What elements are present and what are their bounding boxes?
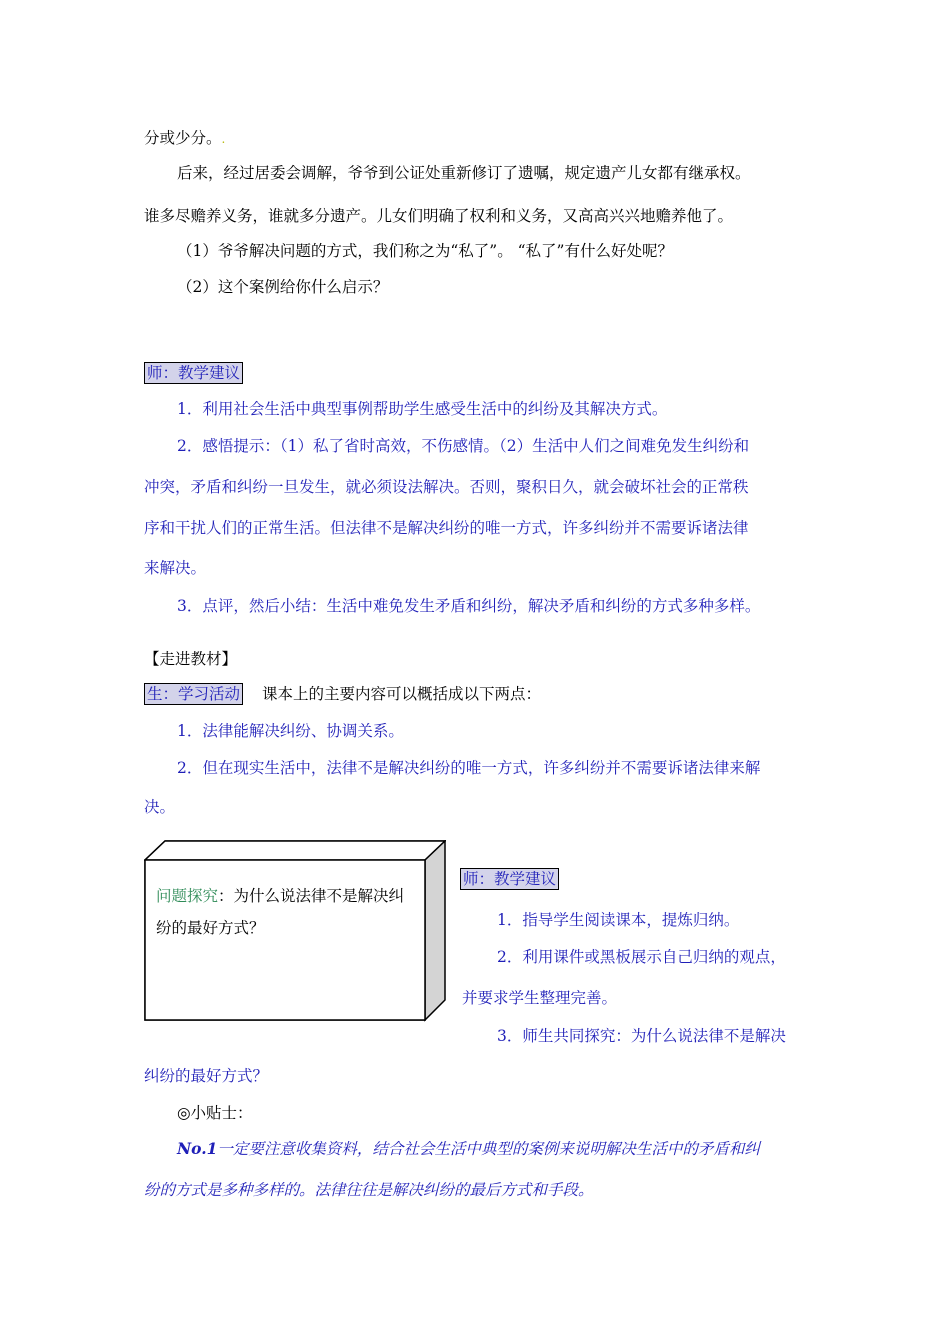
suggestion-line: 来解决。 <box>144 559 207 577</box>
section-heading: 【走进教材】 <box>144 650 238 668</box>
suggestion-line: 纠纷的最好方式？ <box>144 1067 269 1085</box>
suggestion-line: 2．利用课件或黑板展示自己归纳的观点， <box>497 948 786 966</box>
tips-line <box>177 1139 760 1159</box>
ink-mark: . <box>221 132 226 146</box>
suggestion-line: 3．师生共同探究：为什么说法律不是解决 <box>497 1027 786 1045</box>
tips-title: ◎小贴士： <box>177 1104 253 1122</box>
suggestion-line: 序和干扰人们的正常生活。但法律不是解决纠纷的唯一方式，许多纠纷并不需要诉诸法律 <box>144 519 749 537</box>
inquiry-label: 问题探究 <box>156 887 219 905</box>
question-1: （1）爷爷解决问题的方式，我们称之为“私了”。 “私了”有什么好处呢？ <box>177 242 673 260</box>
teacher-tag: 师：教学建议 <box>460 868 559 890</box>
point-line: 决。 <box>144 798 176 816</box>
suggestion-line: 3．点评，然后小结：生活中难免发生矛盾和纠纷，解决矛盾和纠纷的方式多种多样。 <box>177 597 761 615</box>
box-side-face <box>425 841 445 1020</box>
paragraph-line <box>144 128 225 149</box>
suggestion-line: 1．利用社会生活中典型事例帮助学生感受生活中的纠纷及其解决方式。 <box>177 400 668 418</box>
tips-text: 一定要注意收集资料，结合社会生活中典型的案例来说明解决生活中的矛盾和纠 <box>217 1140 760 1158</box>
inquiry-question: ：为什么说法律不是解决纠纷的最好方式？ <box>156 887 405 937</box>
suggestion-line: 2．感悟提示：（1）私了省时高效，不伤感情。（2）生活中人们之间难免发生纠纷和 <box>177 437 750 455</box>
teacher-tag: 师：教学建议 <box>144 362 243 384</box>
paragraph-line: 后来，经过居委会调解，爷爷到公证处重新修订了遗嘱，规定遗产儿女都有继承权。 <box>177 164 751 182</box>
point-line: 2．但在现实生活中，法律不是解决纠纷的唯一方式，许多纠纷并不需要诉诸法律来解 <box>177 759 761 777</box>
question-2: （2）这个案例给你什么启示？ <box>177 278 389 296</box>
box-top-face <box>145 841 445 860</box>
student-tag: 生：学习活动 <box>144 683 243 705</box>
text-fragment: 分或少分。 <box>144 129 222 147</box>
student-intro: 课本上的主要内容可以概括成以下两点： <box>262 685 542 703</box>
inquiry-text <box>156 880 416 944</box>
point-line: 1．法律能解决纠纷、协调关系。 <box>177 722 404 740</box>
suggestion-line: 冲突，矛盾和纠纷一旦发生，就必须设法解决。否则，聚积日久，就会破坏社会的正常秩 <box>144 478 749 496</box>
paragraph-line: 谁多尽赡养义务，谁就多分遗产。儿女们明确了权利和义务，又高高兴兴地赡养他了。 <box>144 207 734 225</box>
tips-number: No.1 <box>177 1139 218 1158</box>
tips-line: 纷的方式是多种多样的。法律往往是解决纠纷的最后方式和手段。 <box>144 1181 594 1199</box>
suggestion-line: 并要求学生整理完善。 <box>462 989 618 1007</box>
suggestion-line: 1．指导学生阅读课本，提炼归纳。 <box>497 911 740 929</box>
